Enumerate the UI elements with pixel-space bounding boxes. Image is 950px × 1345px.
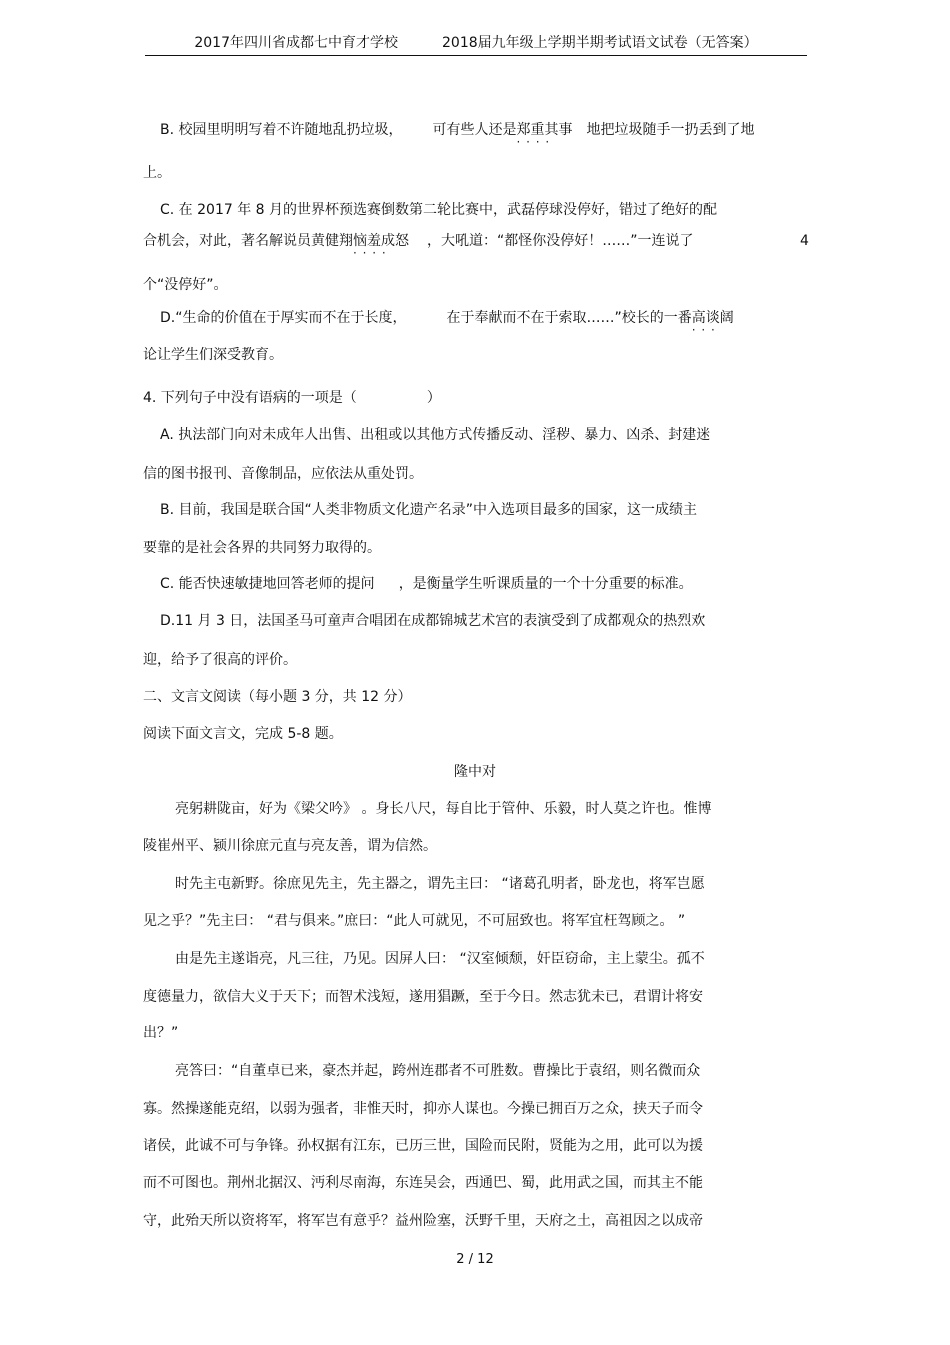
q3-c-text-b: ，大吼道：“都怪你没停好！……”一连说了 bbox=[427, 233, 694, 249]
q3-option-d-line1 bbox=[160, 309, 734, 327]
passage-p2-line2: 见之乎？”先主曰： “君与俱来。”庶曰：“此人可就见，不可屈致也。将军宜枉驾顾之。 ” bbox=[143, 913, 686, 929]
passage-p4-line4: 而不可图也。荆州北据汉、沔利尽南海，东连吴会，西通巴、蜀，此用武之国，而其主不能 bbox=[143, 1175, 703, 1191]
q3-d-dotted-term-a: 高谈阔 · · · bbox=[692, 309, 734, 327]
q3-option-b-line1 bbox=[160, 121, 755, 139]
q3-d-dotted-term-b: 论 bbox=[143, 347, 157, 363]
passage-p3-line1: 由是先主遂诣亮，凡三往，乃见。因屏人曰： “汉室倾颓，奸臣窃命，主上蒙尘。孤不 bbox=[175, 951, 705, 967]
running-header bbox=[145, 34, 807, 56]
q3-b-text-b: 可有些人还是 bbox=[432, 122, 517, 138]
q4-stem-close: ） bbox=[426, 390, 441, 406]
q4-c-text-a: C. 能否快速敏捷地回答老师的提问 bbox=[160, 576, 375, 592]
q4-option-b-line2: 要靠的是社会各界的共同努力取得的。 bbox=[143, 540, 381, 556]
q4-option-d-line1: D.11 月 3 日，法国圣马可童声合唱团在成都锦城艺术宫的表演受到了成都观众的热烈欢 bbox=[160, 613, 706, 629]
q3-d-text-c: 让学生们深受教育。 bbox=[157, 347, 283, 363]
passage-p3-line2: 度德量力，欲信大义于天下；而智术浅短，遂用猖蹶，至于今日。然志犹未已，君谓计将安 bbox=[143, 989, 703, 1005]
q4-option-d-line2: 迎，给予了很高的评价。 bbox=[143, 652, 297, 668]
q4-stem-text: 4. 下列句子中没有语病的一项是（ bbox=[143, 390, 357, 406]
passage-p4-line3: 诸侯，此诚不可与争锋。孙权据有江东，已历三世，国险而民附，贤能为之用，此可以为援 bbox=[143, 1138, 703, 1154]
q4-stem bbox=[143, 389, 441, 407]
passage-p4-line2: 寡。然操遂能克绍，以弱为强者，非惟天时，抑亦人谋也。今操已拥百万之众，挟天子而令 bbox=[143, 1101, 703, 1117]
q3-c-dotted-term: 恼羞成怒 · · · · bbox=[353, 232, 409, 250]
q3-b-dotted-term: 郑重其事 · · · · bbox=[517, 121, 573, 139]
passage-p1-line1: 亮躬耕陇亩，好为《梁父吟》 。身长八尺，每自比于管仲、乐毅，时人莫之许也。惟博 bbox=[175, 801, 712, 817]
q3-d-text-a: D.“生命的价值在于厚实而不在于长度， bbox=[160, 310, 407, 326]
q3-b-text-a: B. 校园里明明写着不许随地乱扔垃圾， bbox=[160, 122, 403, 138]
passage-p4-line1: 亮答曰：“自董卓已来，豪杰并起，跨州连郡者不可胜数。曹操比于袁绍，则名微而众 bbox=[175, 1063, 701, 1079]
q4-c-text-b: ，是衡量学生听课质量的一个十分重要的标准。 bbox=[398, 576, 693, 592]
section-instruction: 阅读下面文言文，完成 5-8 题。 bbox=[143, 726, 343, 742]
q4-option-a-line1: A. 执法部门向对未成年人出售、出租或以其他方式传播反动、淫秽、暴力、凶杀、封建迷 bbox=[160, 427, 711, 443]
passage-p1-line2: 陵崔州平、颍川徐庶元直与亮友善，谓为信然。 bbox=[143, 838, 437, 854]
q3-option-c-line1: C. 在 2017 年 8 月的世界杯预选赛倒数第二轮比赛中，武磊停球没停好，错过了绝好的配 bbox=[160, 202, 718, 218]
q3-option-c-count: 4 bbox=[800, 233, 809, 249]
q3-d-text-b: 在于奉献而不在于索取……”校长的一番 bbox=[446, 310, 692, 326]
section-heading: 二、文言文阅读（每小题 3 分，共 12 分） bbox=[143, 689, 412, 705]
q3-c-text-a: 合机会，对此，著名解说员黄健翔 bbox=[143, 233, 353, 249]
q3-option-b-line2: 上。 bbox=[143, 165, 171, 181]
q3-option-d-line2 bbox=[143, 346, 283, 364]
q3-option-c-line2 bbox=[143, 232, 694, 250]
q3-option-c-line3: 个“没停好”。 bbox=[143, 277, 228, 293]
header-school: 2017年四川省成都七中育才学校 bbox=[194, 35, 398, 51]
passage-p3-line3: 出？” bbox=[143, 1025, 179, 1041]
passage-p2-line1: 时先主屯新野。徐庶见先主，先主器之，谓先主曰： “诸葛孔明者，卧龙也，将军岂愿 bbox=[175, 876, 705, 892]
header-exam-title: 2018届九年级上学期半期考试语文试卷（无答案） bbox=[442, 35, 758, 51]
q4-option-b-line1: B. 目前，我国是联合国“人类非物质文化遗产名录”中入选项目最多的国家，这一成绩主 bbox=[160, 502, 698, 518]
passage-title: 隆中对 bbox=[454, 764, 496, 780]
q4-option-c-line1 bbox=[160, 575, 693, 593]
q4-option-a-line2: 信的图书报刊、音像制品，应依法从重处罚。 bbox=[143, 466, 423, 482]
page-number: 2 / 12 bbox=[456, 1252, 494, 1267]
q3-b-text-c: 地把垃圾随手一扔丢到了地 bbox=[586, 122, 755, 138]
passage-p4-line5: 守，此殆天所以资将军，将军岂有意乎？益州险塞，沃野千里，天府之土，高祖因之以成帝 bbox=[143, 1213, 703, 1229]
